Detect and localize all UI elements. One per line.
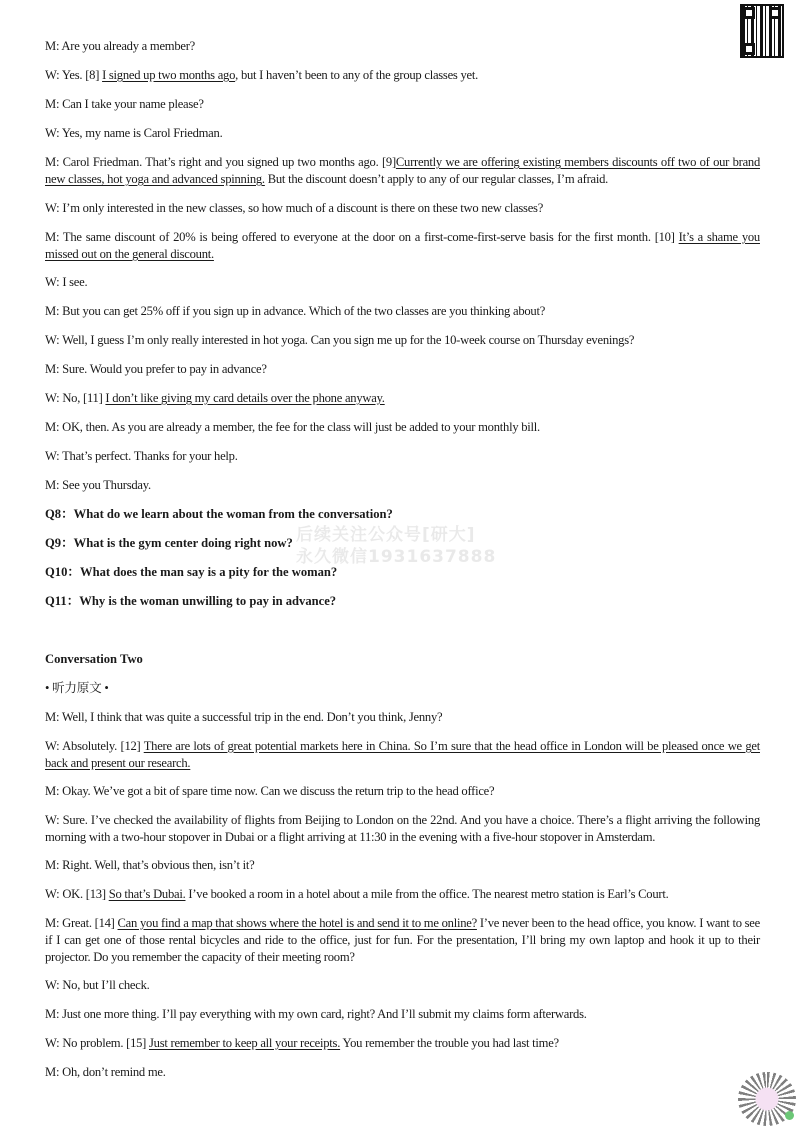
text-span: Q11：Why is the woman unwilling to pay in advance? bbox=[45, 594, 337, 608]
text-span: M: Great. [14] bbox=[45, 916, 118, 930]
transcript-line bbox=[45, 303, 760, 320]
transcript-line bbox=[45, 361, 760, 378]
text-span: • 听力原文 • bbox=[45, 681, 109, 695]
watermark-line: 永久微信1931637888 bbox=[296, 547, 497, 567]
text-span: Q8：What do we learn about the woman from the conversation? bbox=[45, 507, 393, 521]
text-span: But the discount doesn’t apply to any of our regular classes, I’m afraid. bbox=[264, 172, 609, 186]
text-span: You remember the trouble you had last time? bbox=[340, 1036, 559, 1050]
text-span: M: Just one more thing. I’ll pay everything with my own card, right? And I’ll submit my claims form afterwards. bbox=[45, 1007, 587, 1021]
text-span: M: Are you already a member? bbox=[45, 39, 196, 53]
text-span: M: OK, then. As you are already a member, the fee for the class will just be added to your monthly bill. bbox=[45, 420, 540, 434]
text-span: I’ve booked a room in a hotel about a mile from the office. The nearest metro station is Earl’s Court. bbox=[185, 887, 669, 901]
text-span: M: Can I take your name please? bbox=[45, 97, 204, 111]
text-span: M: See you Thursday. bbox=[45, 478, 151, 492]
text-span: , but I haven’t been to any of the group classes yet. bbox=[235, 68, 479, 82]
transcript-line bbox=[45, 274, 760, 291]
text-span: W: OK. [13] bbox=[45, 887, 109, 901]
transcript-line bbox=[45, 812, 760, 846]
underlined-answer: I signed up two months ago bbox=[102, 68, 236, 82]
transcript-line bbox=[45, 738, 760, 772]
transcript-line bbox=[45, 332, 760, 349]
transcript-line bbox=[45, 229, 760, 263]
underlined-answer: Can you find a map that shows where the hotel is and send it to me online? bbox=[117, 916, 477, 930]
watermark-line: 后续关注公众号[研大] bbox=[296, 525, 476, 545]
transcript-line bbox=[45, 96, 760, 113]
text-span: W: Yes. [8] bbox=[45, 68, 103, 82]
text-span: W: No, but I’ll check. bbox=[45, 978, 150, 992]
transcript-line bbox=[45, 419, 760, 436]
stamp-seal-icon bbox=[738, 1072, 796, 1126]
underlined-answer: Currently we are offering existing members discounts off two of our brand new classes, hot yoga and advanced spinning. bbox=[45, 155, 760, 186]
transcript-line bbox=[45, 977, 760, 994]
text-span: W: No problem. [15] bbox=[45, 1036, 150, 1050]
transcript-line bbox=[45, 154, 760, 188]
text-span: W: No, [11] bbox=[45, 391, 106, 405]
question-line bbox=[45, 506, 760, 523]
text-span: W: I’m only interested in the new classes, so how much of a discount is there on these two new classes? bbox=[45, 201, 544, 215]
transcript-line bbox=[45, 886, 760, 903]
question-line bbox=[45, 651, 760, 668]
text-span: W: That’s perfect. Thanks for your help. bbox=[45, 449, 238, 463]
text-span: Q9：What is the gym center doing right now? bbox=[45, 536, 293, 550]
text-span: Conversation Two bbox=[45, 652, 143, 666]
text-span: M: Okay. We’ve got a bit of spare time now. Can we discuss the return trip to the head office? bbox=[45, 784, 495, 798]
text-span: Q10：What does the man say is a pity for the woman? bbox=[45, 565, 338, 579]
text-span: M: But you can get 25% off if you sign up in advance. Which of the two classes are you thinking about? bbox=[45, 304, 546, 318]
transcript-line bbox=[45, 915, 760, 966]
text-span: M: Well, I think that was quite a successful trip in the end. Don’t you think, Jenny? bbox=[45, 710, 443, 724]
transcript-line bbox=[45, 1064, 760, 1081]
transcript-line bbox=[45, 709, 760, 726]
question-line bbox=[45, 593, 760, 610]
underlined-answer: Just remember to keep all your receipts. bbox=[149, 1036, 341, 1050]
text-span: W: I see. bbox=[45, 275, 88, 289]
transcript-line bbox=[45, 1006, 760, 1023]
transcript-line bbox=[45, 783, 760, 800]
text-span: M: The same discount of 20% is being offered to everyone at the door on a first-come-first-serve basis for the first month. [10] bbox=[45, 230, 679, 244]
text-span: M: Carol Friedman. That’s right and you signed up two months ago. [9] bbox=[45, 155, 396, 169]
underlined-answer: So that’s Dubai. bbox=[108, 887, 186, 901]
transcript-line bbox=[45, 38, 760, 55]
transcript-line bbox=[45, 857, 760, 874]
text-span: W: Sure. I’ve checked the availability of flights from Beijing to London on the 22nd. And you have a choice. There’s a flight arriving the following morning with a two-hour stopover in Dubai or a flight arriving at 11:30 in the evening with a five-hour stopover in Amsterdam. bbox=[45, 813, 760, 844]
transcript-line bbox=[45, 390, 760, 407]
transcript-line bbox=[45, 67, 760, 84]
text-span: W: Well, I guess I’m only really interested in hot yoga. Can you sign me up for the 10-week course on Thursday evenings? bbox=[45, 333, 635, 347]
underlined-answer: I don’t like giving my card details over the phone anyway. bbox=[105, 391, 385, 405]
text-span: M: Right. Well, that’s obvious then, isn’t it? bbox=[45, 858, 255, 872]
transcript-line bbox=[45, 448, 760, 465]
text-span: I’ve never been to the head office, you know. I want to see if I can get one of those rental bicycles and ride to the office, just for fun. For the presentation, I’ll bring my own laptop and hook it up to their projector. Do you remember the capacity of their meeting room? bbox=[45, 916, 760, 964]
underlined-answer: It’s a shame you missed out on the general discount. bbox=[45, 230, 760, 261]
transcript-line bbox=[45, 125, 760, 142]
transcript-line bbox=[45, 680, 760, 697]
underlined-answer: There are lots of great potential markets here in China. So I’m sure that the head office in London will be pleased once we get back and present our research. bbox=[45, 739, 760, 770]
transcript-line bbox=[45, 477, 760, 494]
text-span: W: Yes, my name is Carol Friedman. bbox=[45, 126, 223, 140]
text-span: M: Oh, don’t remind me. bbox=[45, 1065, 166, 1079]
text-span: W: Absolutely. [12] bbox=[45, 739, 144, 753]
transcript-line bbox=[45, 200, 760, 217]
watermark bbox=[296, 524, 516, 568]
transcript-line bbox=[45, 1035, 760, 1052]
text-span: M: Sure. Would you prefer to pay in advance? bbox=[45, 362, 267, 376]
